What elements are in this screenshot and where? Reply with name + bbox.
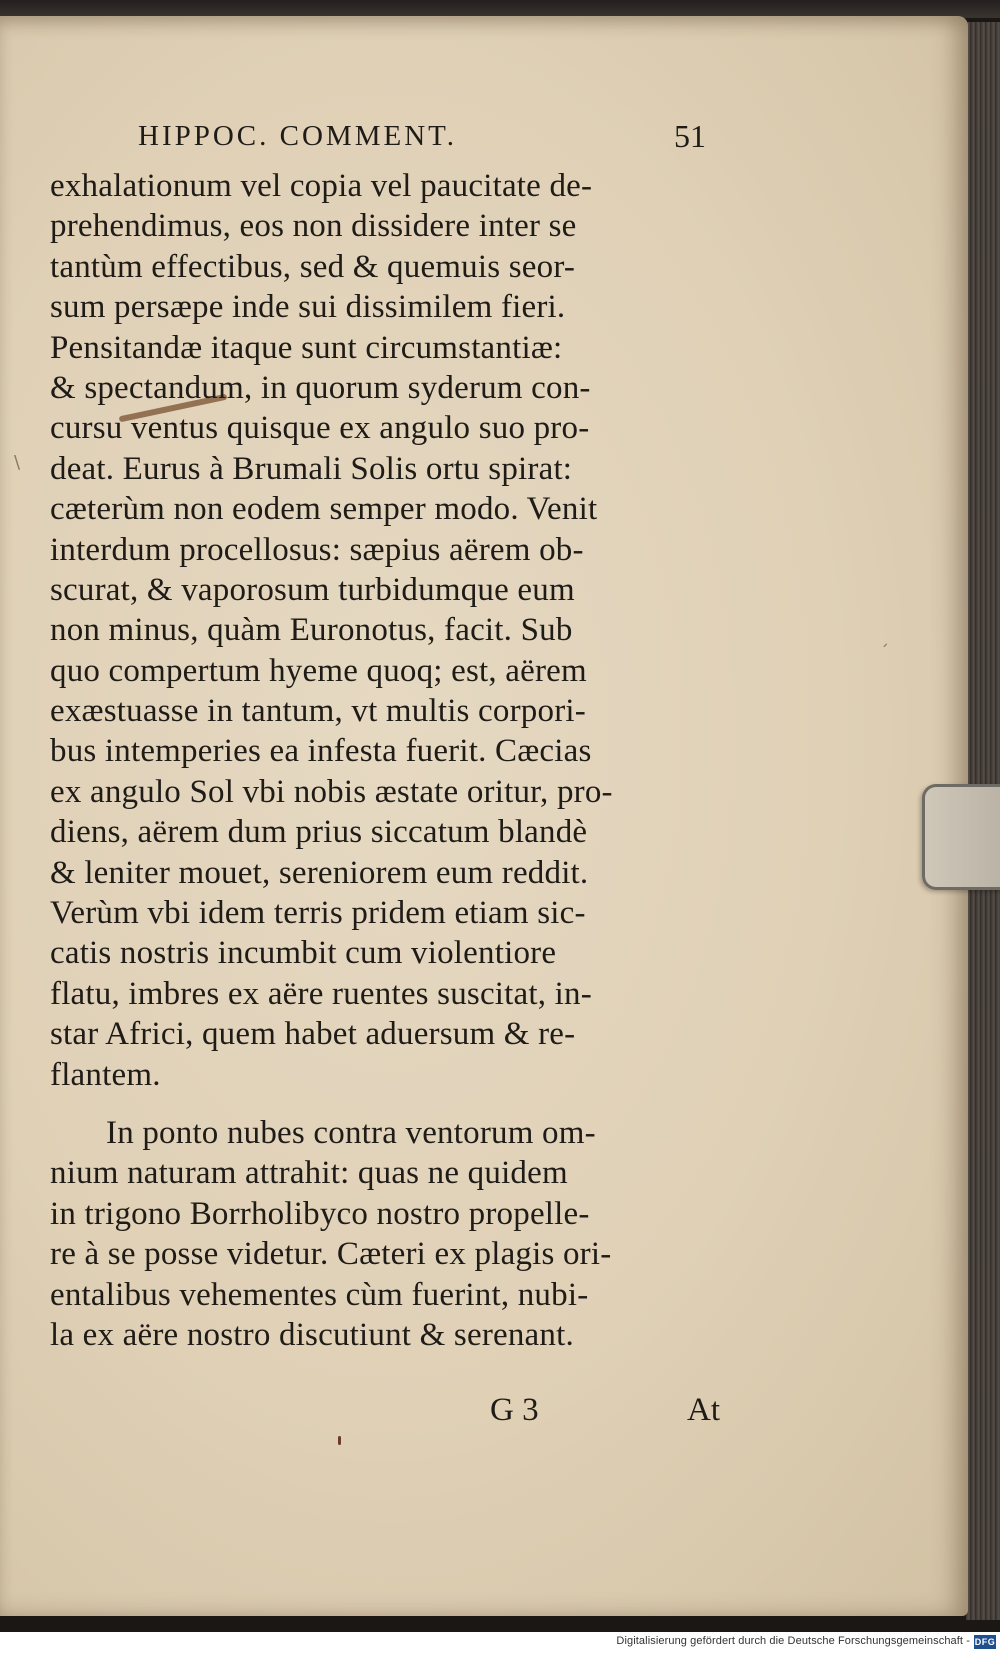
text-line: flantem. <box>50 1056 161 1093</box>
text-line: cursu ventus quisque ex angulo suo pro- <box>50 410 590 447</box>
text-line: flatu, imbres ex aëre ruentes suscitat, in- <box>50 975 592 1012</box>
text-line: in trigono Borrholibyco nostro propelle- <box>50 1195 590 1232</box>
text-line: sum persæpe inde sui dissimilem fieri. <box>50 289 566 326</box>
text-line: star Africi, quem habet aduersum & re- <box>50 1016 576 1053</box>
main-text <box>50 166 710 1355</box>
text-line: In ponto nubes contra ventorum om- <box>106 1114 596 1151</box>
catchline <box>490 1392 720 1436</box>
red-speck <box>338 1436 341 1445</box>
text-line: ex angulo Sol vbi nobis æstate oritur, pro- <box>50 773 613 810</box>
text-line: catis nostris incumbit cum violentiore <box>50 935 557 972</box>
text-line: diens, aërem dum prius siccatum blandè <box>50 814 588 851</box>
text-line: la ex aëre nostro discutiunt & serenant. <box>50 1316 574 1353</box>
text-line: & leniter mouet, sereniorem eum reddit. <box>50 854 589 891</box>
text-line: entalibus vehementes cùm fuerint, nubi- <box>50 1276 589 1313</box>
margin-mark: ˊ <box>880 642 889 663</box>
running-title: HIPPOC. COMMENT. <box>138 120 457 152</box>
text-line: nium naturam attrahit: quas ne quidem <box>50 1155 568 1192</box>
text-line: bus intemperies ea infesta fuerit. Cæcias <box>50 733 592 770</box>
text-line: & spectandum, in quorum syderum con- <box>50 369 591 406</box>
text-line: re à se posse videtur. Cæteri ex plagis ori- <box>50 1236 612 1273</box>
text-line: quo compertum hyeme quoq; est, aërem <box>50 652 587 689</box>
text-line: interdum procellosus: sæpius aërem ob- <box>50 531 584 568</box>
dfg-logo-icon: DFG <box>974 1637 996 1647</box>
catchword: At <box>687 1392 720 1428</box>
text-line: tantùm effectibus, sed & quemuis seor- <box>50 248 576 285</box>
text-line: exhalationum vel copia vel paucitate de- <box>50 168 593 204</box>
margin-mark: \ <box>14 452 21 473</box>
text-line: prehendimus, eos non dissidere inter se <box>50 208 577 245</box>
text-line: deat. Eurus à Brumali Solis ortu spirat: <box>50 450 573 487</box>
text-line: cæterùm non eodem semper modo. Venit <box>50 491 598 528</box>
text-line: scurat, & vaporosum turbidumque eum <box>50 571 575 608</box>
text-line: Pensitandæ itaque sunt circumstantiæ: <box>50 329 563 366</box>
bookmark-tab <box>922 784 1000 890</box>
running-head <box>138 120 718 160</box>
funding-credit: Digitalisierung gefördert durch die Deutsche Forschungsgemeinschaft - <box>616 1635 970 1647</box>
text-line: exæstuasse in tantum, vt multis corpori- <box>50 693 586 730</box>
digitization-footer <box>0 1632 1000 1654</box>
signature-mark: G 3 <box>490 1392 539 1428</box>
page-number: 51 <box>674 118 706 154</box>
text-line: non minus, quàm Euronotus, facit. Sub <box>50 612 573 649</box>
text-line: Verùm vbi idem terris pridem etiam sic- <box>50 895 586 932</box>
